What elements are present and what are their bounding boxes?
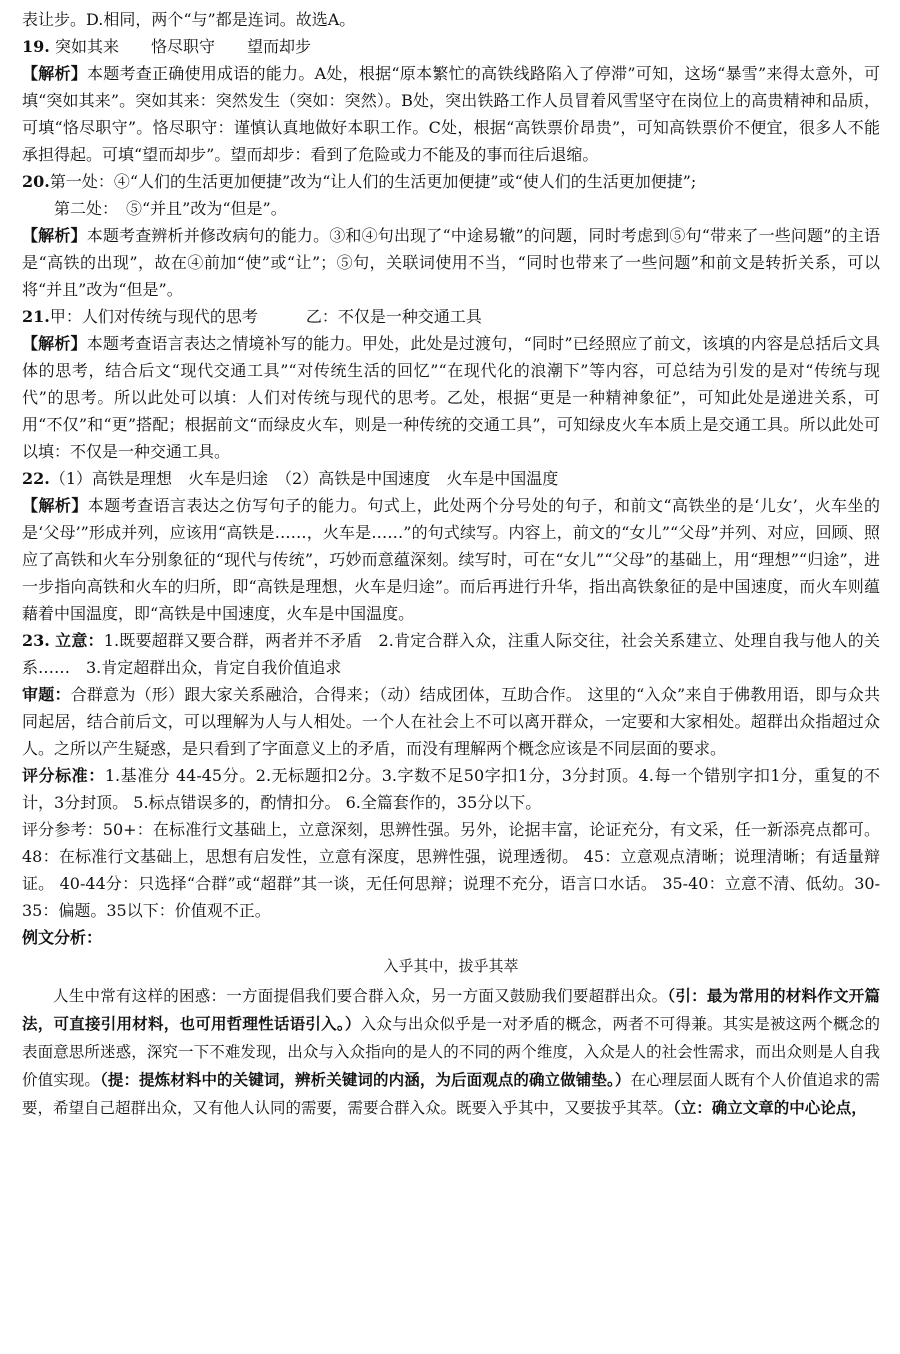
essay-comment: （立：确立文章的中心论点， (673, 1098, 867, 1117)
example-tag: 例文分析： (22, 928, 103, 947)
question-22-analysis (22, 492, 880, 627)
question-21-analysis (22, 330, 880, 465)
answer-text: 第二处： ⑤“并且”改为“但是”。 (54, 199, 287, 218)
question-19-analysis (22, 60, 880, 168)
analysis-text: 本题考查辨析并修改病句的能力。③和④句出现了“中途易辙”的问题，同时考虑到⑤句“带来了一些问题”的主语是“高铁的出现”，故在④前加“使”或“让”；⑤句，关联词使用不当，“同时也带来了一些问题”和前文是转折关系，可以将“并且”改为“但是”。 (22, 226, 880, 299)
question-23-theme (22, 627, 880, 681)
essay-paragraph (22, 982, 880, 1122)
question-23-review (22, 681, 880, 762)
document-page (22, 6, 880, 1122)
question-19-answer (22, 33, 880, 60)
theme-tag: 立意： (55, 631, 104, 650)
essay-comment: （提：提炼材料中的关键词，辨析关键词的内涵，为后面观点的确立做铺垫。） (100, 1070, 631, 1089)
question-20-analysis (22, 222, 880, 303)
answer-text: （1）高铁是理想 火车是归途 （2）高铁是中国速度 火车是中国温度 (49, 469, 559, 488)
essay-text: 入众与出众似乎是一对矛盾的概念，两者不可得兼。其实是被这两个概念的表面意思所迷惑，深究一下不难发现，出众与入众指向的是人的不同的两个维度，入众是人的社会性需求，而出众则是人自我价值实现。 (22, 1015, 880, 1089)
analysis-text: 本题考查语言表达之情境补写的能力。甲处，此处是过渡句，“同时”已经照应了前文，该填的内容是总括后文具体的思考，结合后文“现代交通工具”“对传统生活的回忆”“在现代化的浪潮下”等内容，可总结为引发的是对“传统与现代”的思考。所以此处可以填：人们对传统与现代的思考。乙处，根据“更是一种精神象征”，可知此处是递进关系，可用“不仅”和“更”搭配；根据前文“而绿皮火车，则是一种传统的交通工具”，可知绿皮火车本质上是交通工具。所以此处可以填：不仅是一种交通工具。 (22, 334, 880, 461)
criteria-tag: 评分标准： (22, 766, 105, 785)
question-number: 22. (22, 469, 50, 488)
question-21-answer (22, 303, 880, 330)
analysis-tag: 【解析】 (22, 496, 88, 515)
essay-text: 在心理层面人既有个人价值追求的需要，希望自己超群出众，又有他人认同的需要，需要合群入众。既要入乎其中，又要拔乎其萃。 (22, 1071, 880, 1117)
essay-text: 人生中常有这样的困惑：一方面提倡我们要合群入众，另一方面又鼓励我们要超群出众。 (53, 987, 668, 1005)
essay-title: 入乎其中，拔乎其萃 (383, 957, 519, 975)
question-number: 23. (22, 631, 50, 650)
answer-text: 表让步。D.相同，两个“与”都是连词。故选A。 (22, 10, 356, 29)
question-20-answer (22, 168, 880, 195)
analysis-text: 本题考查正确使用成语的能力。A处，根据“原本繁忙的高铁线路陷入了停滞”可知，这场“暴雪”来得太意外，可填“突如其来”。突如其来：突然发生（突如：突然）。B处，突出铁路工作人员冒着风雪坚守在岗位上的高贵精神和品质，可填“恪尽职守”。恪尽职守：谨慎认真地做好本职工作。C处，根据“高铁票价昂贵”，可知高铁票价不便宜，很多人不能承担得起。可填“望而却步”。望而却步：看到了危险或力不能及的事而往后退缩。 (22, 64, 880, 164)
text-line (22, 6, 880, 33)
question-number: 19. (22, 37, 50, 56)
answer-text: 突如其来 恪尽职守 望而却步 (54, 37, 311, 56)
analysis-tag: 【解析】 (22, 334, 87, 353)
example-heading (22, 924, 880, 951)
question-number: 20. (22, 172, 50, 191)
essay-comment: （引：最为常用的材料作文开篇法，可直接引用材料，也可用哲理性话语引入。） (22, 986, 880, 1033)
answer-text: 第一处：④“人们的生活更加便捷”改为“让人们的生活更加便捷”或“使人们的生活更加便捷”; (49, 172, 697, 191)
question-23-criteria (22, 762, 880, 816)
question-number: 21. (22, 307, 50, 326)
theme-text: 1.既要超群又要合群，两者并不矛盾 2.肯定合群入众，注重人际交往，社会关系建立、处理自我与他人的关系…… 3.肯定超群出众，肯定自我价值追求 (22, 631, 880, 677)
analysis-text: 本题考查语言表达之仿写句子的能力。句式上，此处两个分号处的句子，和前文“高铁坐的是‘儿女’，火车坐的是‘父母’”形成并列，应该用“高铁是……，火车是……”的句式续写。内容上，前文的“女儿”“父母”并列、对应，回顾、照应了高铁和火车分别象征的“现代与传统”，巧妙而意蕴深刻。续写时，可在“女儿”“父母”的基础上，用“理想”“归途”，进一步指向高铁和火车的归所，即“高铁是理想，火车是归途”。而后再进行升华，指出高铁象征的是中国速度，而火车则蕴藉着中国温度，即“高铁是中国速度，火车是中国温度。 (22, 496, 880, 623)
question-22-answer (22, 465, 880, 492)
review-text: 合群意为（形）跟大家关系融洽，合得来；（动）结成团体，互助合作。 这里的“入众”来自于佛教用语，即与众共同起居，结合前后文，可以理解为人与人相处。一个人在社会上不可以离开群众，一定要和大家相处。超群出众指超过众人。之所以产生疑惑，是只看到了字面意义上的矛盾，而没有理解两个概念应该是不同层面的要求。 (22, 685, 880, 758)
analysis-tag: 【解析】 (22, 64, 88, 83)
essay-body (22, 982, 880, 1122)
answer-text: 甲：人们对传统与现代的思考 乙：不仅是一种交通工具 (49, 307, 482, 326)
analysis-tag: 【解析】 (22, 226, 87, 245)
question-20-answer-2 (22, 195, 880, 222)
review-tag: 审题： (22, 685, 71, 704)
reference-text: 评分参考：50+：在标准行文基础上，立意深刻，思辨性强。另外，论据丰富，论证充分，有文采，任一新添亮点都可。 48：在标准行文基础上，思想有启发性，立意有深度，思辨性强，说理透彻。 45：立意观点清晰；说理清晰；有适量辩证。 40-44分：只选择“合群”或“超群”其一谈，无任何思辩；说理不充分，语言口水话。 35-40：立意不清、低幼。30-35：偏题。35以下：价值观不正。 (22, 820, 880, 920)
question-23-reference (22, 816, 880, 924)
criteria-text: 1.基准分 44-45分。2.无标题扣2分。3.字数不足50字扣1分，3分封顶。4.每一个错别字扣1分，重复的不计，3分封顶。 5.标点错误多的，酌情扣分。 6.全篇套作的，35分以下。 (22, 766, 880, 812)
